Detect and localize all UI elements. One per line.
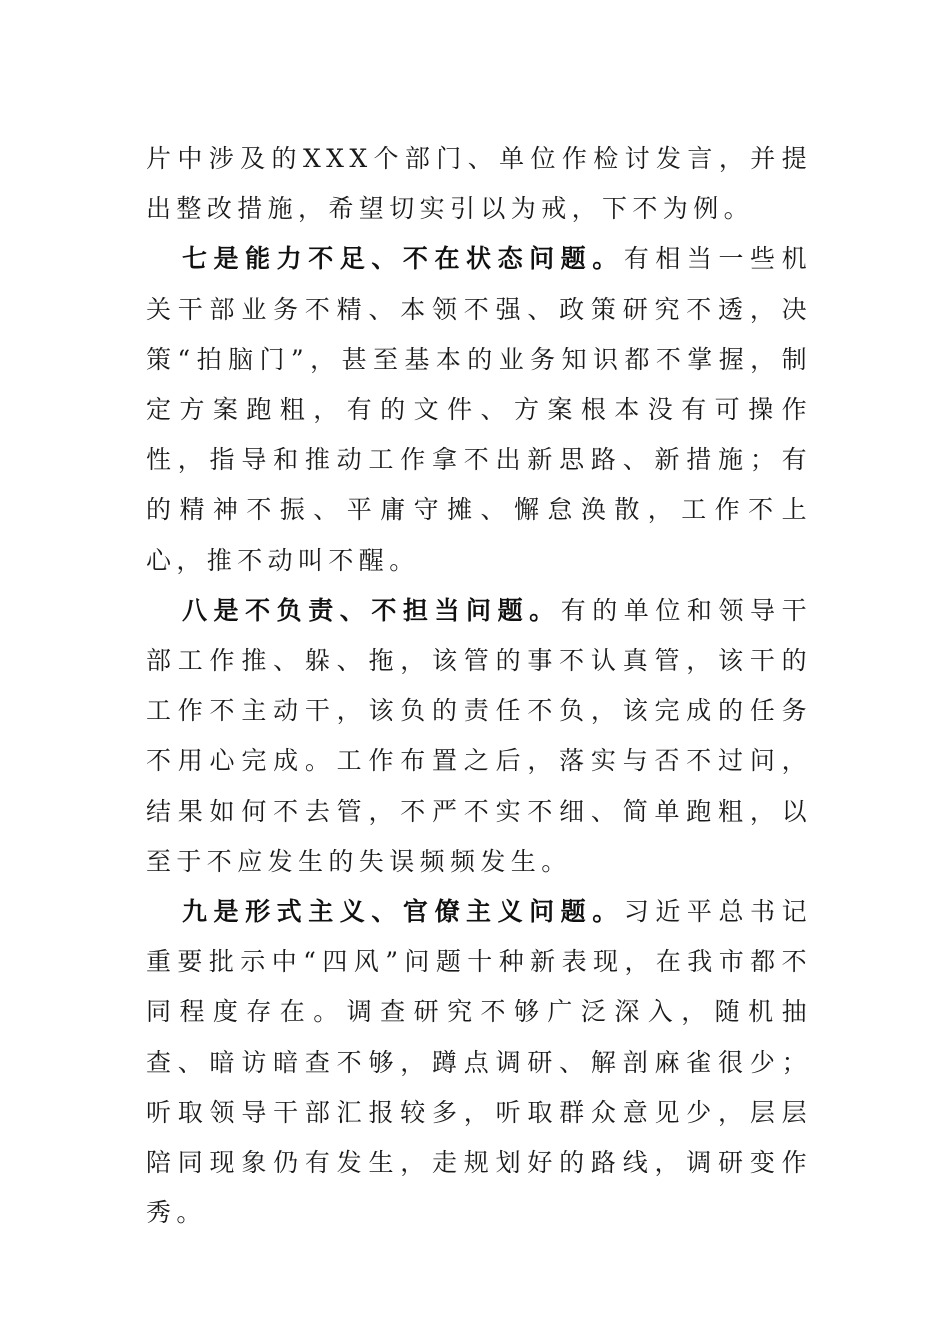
paragraph-text: 有的单位和领导干部工作推、躲、拖，该管的事不认真管，该干的工作不主动干，该负的责任不负，该完成的任务不用心完成。工作布置之后，落实与否不过问，结果如何不去管，不严不实不细、简单跑粗，以至于不应发生的失误频频发生。 (146, 595, 812, 876)
paragraph-heading: 八是不负责、不担当问题。 (182, 595, 561, 625)
paragraph-heading: 七是能力不足、不在状态问题。 (182, 244, 624, 274)
paragraph-point-nine (146, 887, 812, 1238)
paragraph-point-seven (146, 234, 812, 585)
paragraph-point-eight (146, 586, 812, 887)
document-body (146, 134, 812, 1238)
paragraph-text: 片中涉及的XXX个部门、单位作检讨发言，并提出整改措施，希望切实引以为戒，下不为例。 (146, 144, 812, 224)
paragraph-heading: 九是形式主义、官僚主义问题。 (182, 897, 624, 927)
paragraph-text: 习近平总书记重要批示中“四风”问题十种新表现，在我市都不同程度存在。调查研究不够广泛深入，随机抽查、暗访暗查不够，蹲点调研、解剖麻雀很少；听取领导干部汇报较多，听取群众意见少，层层陪同现象仍有发生，走规划好的路线，调研变作秀。 (146, 897, 812, 1228)
paragraph-continuation (146, 134, 812, 234)
paragraph-text: 有相当一些机关干部业务不精、本领不强、政策研究不透，决策“拍脑门”，甚至基本的业务知识都不掌握，制定方案跑粗，有的文件、方案根本没有可操作性，指导和推动工作拿不出新思路、新措施；有的精神不振、平庸守摊、懈怠涣散，工作不上心，推不动叫不醒。 (146, 244, 812, 575)
